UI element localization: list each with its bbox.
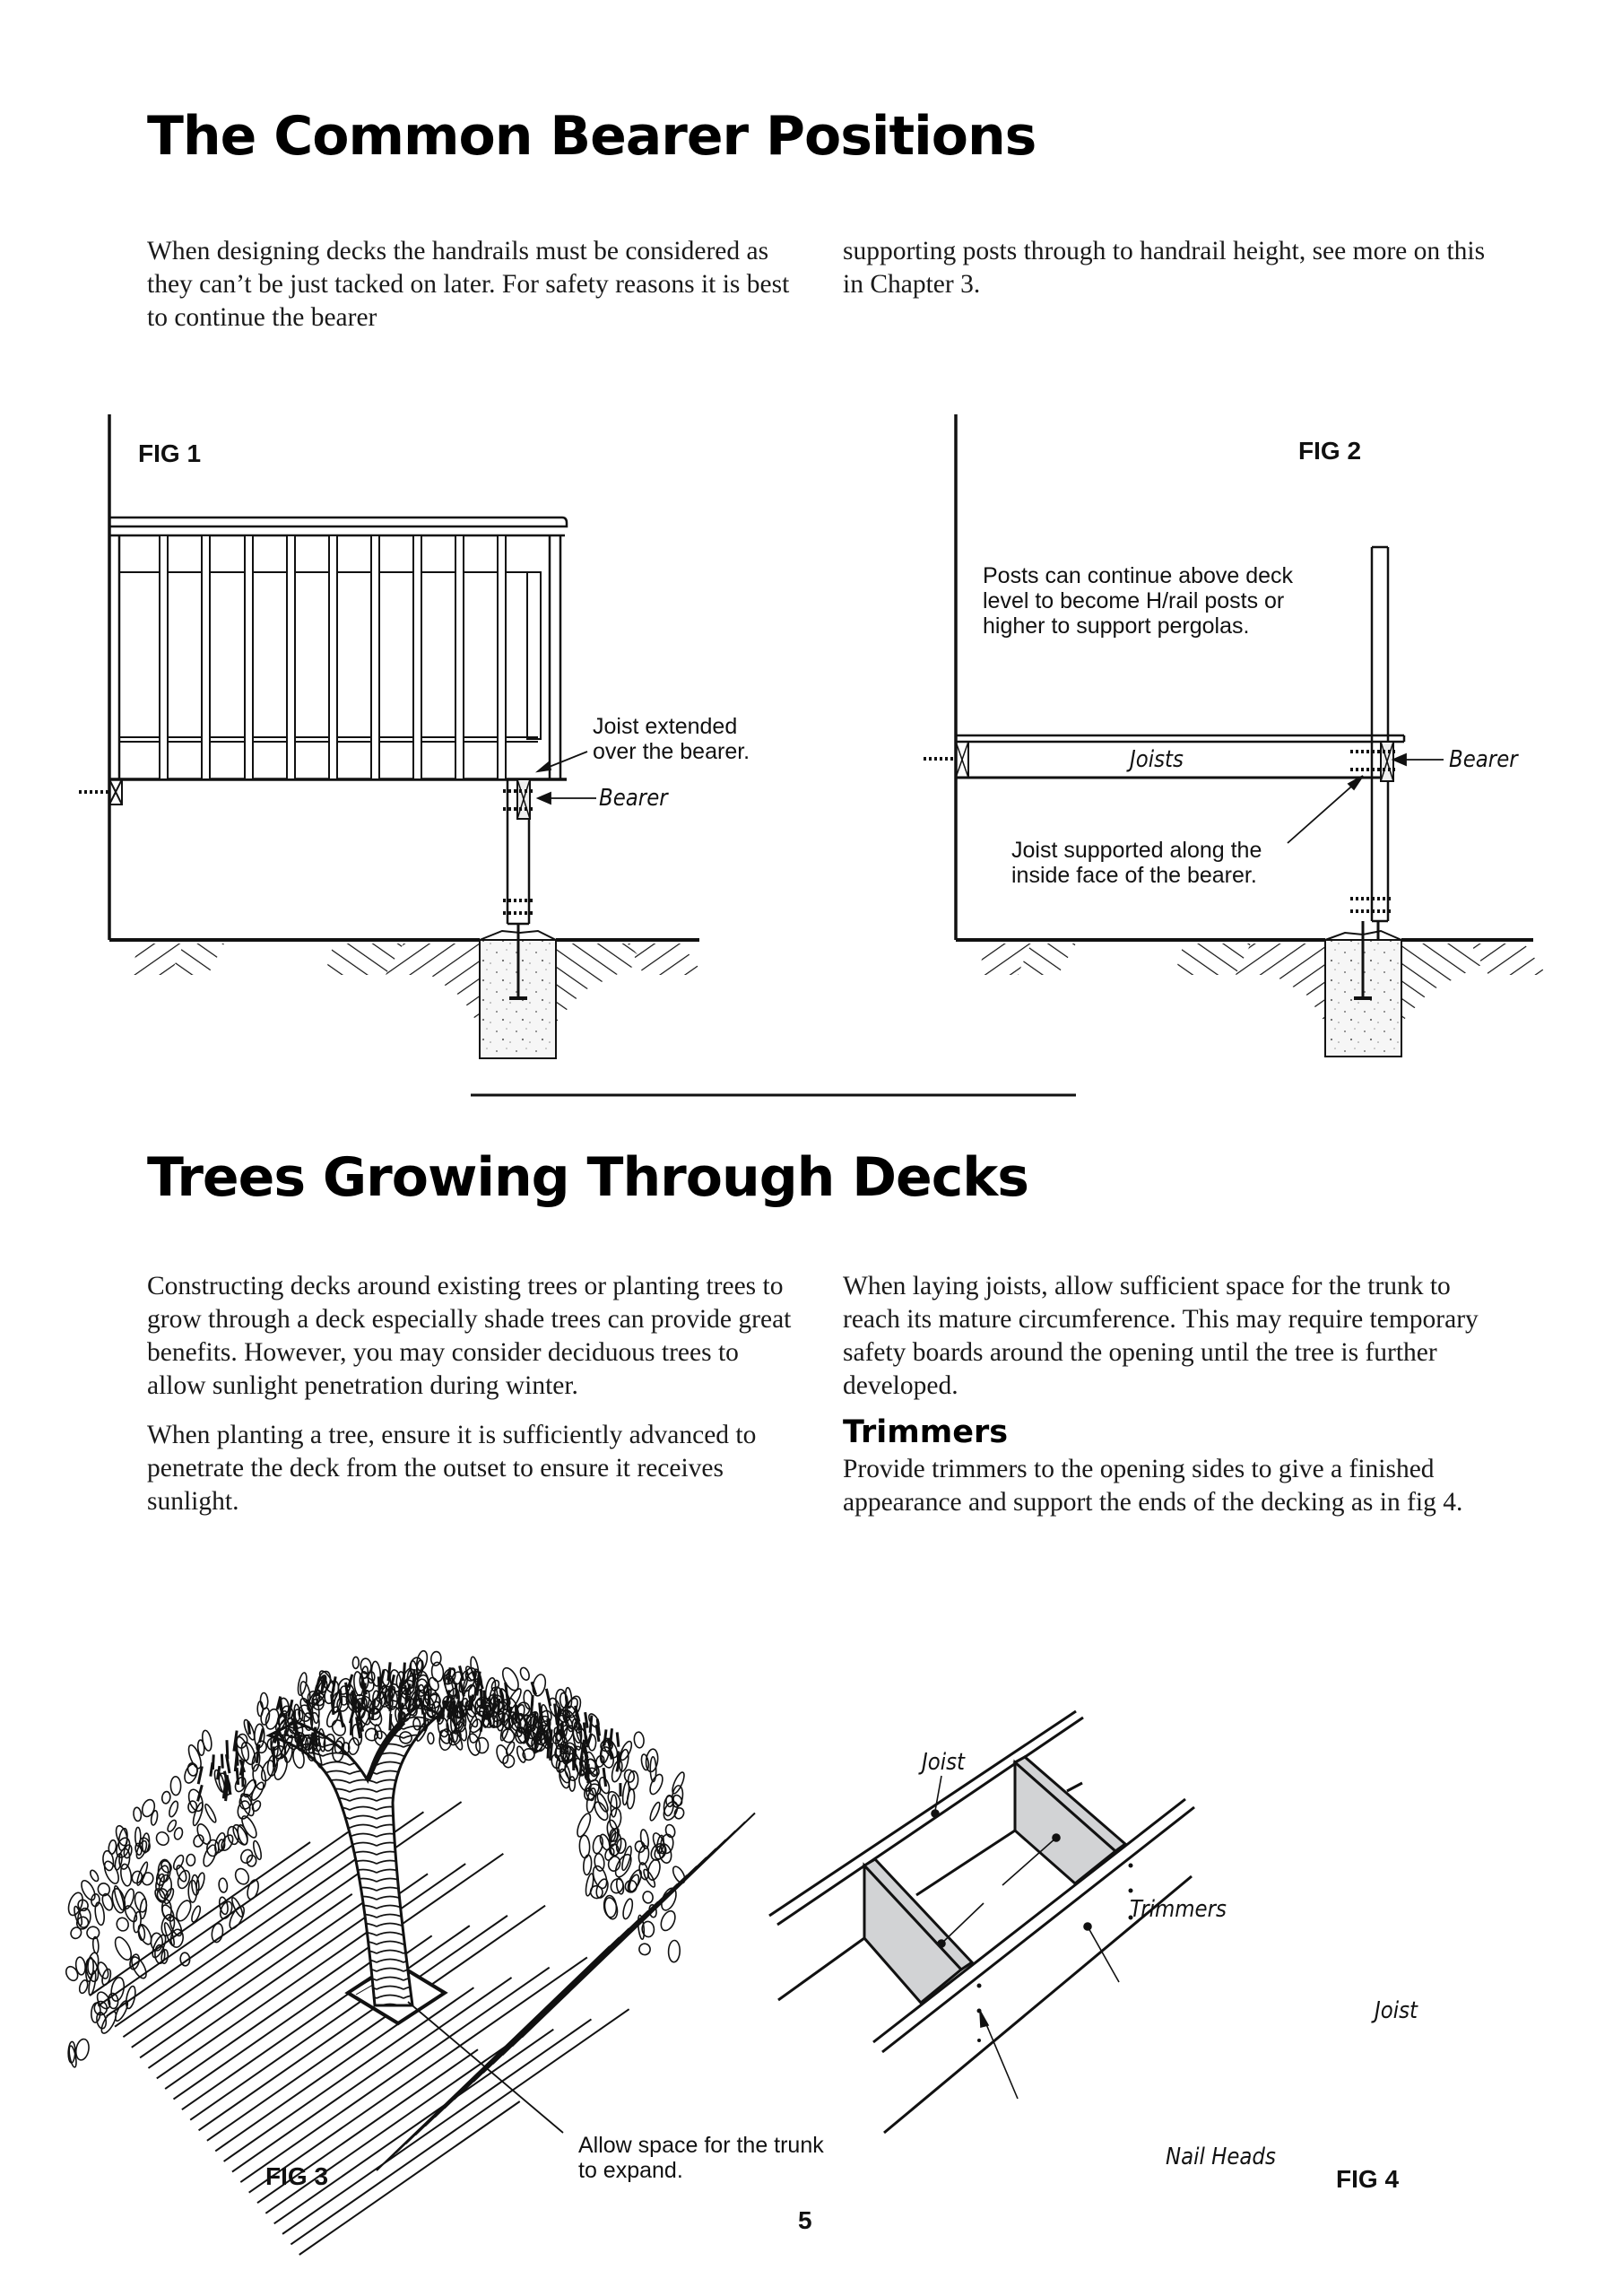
leaf bbox=[519, 1666, 531, 1682]
foliage-stroke bbox=[388, 1662, 390, 1681]
leaf bbox=[233, 1866, 251, 1886]
fig4-trimmer-right bbox=[1015, 1757, 1125, 1883]
leaf bbox=[645, 1748, 659, 1772]
trimmers-column bbox=[843, 1453, 1488, 1519]
fig2-callout-line: higher to support pergolas. bbox=[983, 613, 1250, 639]
foliage-stroke bbox=[586, 1761, 588, 1779]
baluster bbox=[160, 535, 168, 779]
trimmers-paragraph: Provide trimmers to the opening sides to give a finished appearance and support the ends of the decking as in fig 4. bbox=[843, 1455, 1463, 1517]
foliage-stroke bbox=[259, 1728, 263, 1742]
fig2-joists-label: Joists bbox=[1130, 746, 1184, 773]
foliage-stroke bbox=[399, 1695, 401, 1708]
fig1-callout-line: over the bearer. bbox=[593, 739, 750, 764]
baluster bbox=[329, 535, 337, 779]
trees-paragraph-3: When laying joists, allow sufficient space for the trunk to reach its mature circumference. This may require temporary safety boards around the opening until the tree is further developed. bbox=[843, 1272, 1479, 1400]
leaf bbox=[646, 1858, 662, 1881]
deck-board-line bbox=[299, 2101, 520, 2255]
leaf bbox=[607, 1856, 621, 1873]
fig1-label: FIG 1 bbox=[138, 439, 202, 467]
fig1-callout-joist bbox=[593, 714, 750, 764]
leaf bbox=[101, 1859, 121, 1885]
foliage-stroke bbox=[562, 1722, 563, 1738]
leaf bbox=[161, 1791, 171, 1805]
fig2-callout-line: inside face of the bearer. bbox=[1011, 863, 1257, 888]
leaf bbox=[79, 1878, 98, 1901]
leaf bbox=[260, 1692, 268, 1709]
foliage-stroke bbox=[389, 1691, 390, 1711]
fig1-callout-line: Joist extended bbox=[593, 714, 738, 739]
fig4-trimmers-label: Trimmers bbox=[1130, 1896, 1227, 1923]
trees-paragraph-1: Constructing decks around existing trees or planting trees to grow through a deck especially shade trees can provide great benefits. However, you may consider deciduous trees to allow sunlight penetration during winter. bbox=[147, 1272, 792, 1400]
leaf bbox=[628, 1874, 641, 1892]
leaf bbox=[247, 1855, 256, 1866]
foliage-stroke bbox=[248, 1721, 250, 1734]
baluster bbox=[245, 535, 253, 779]
fig4-nail-heads-label: Nail Heads bbox=[1166, 2144, 1276, 2170]
fig2-callout-line: Posts can continue above deck bbox=[983, 563, 1294, 588]
leaf bbox=[74, 2038, 91, 2061]
foliage-stroke bbox=[281, 1700, 282, 1718]
leaf bbox=[140, 1798, 156, 1818]
leaf bbox=[594, 1853, 605, 1872]
foliage-stroke bbox=[237, 1768, 238, 1785]
fig4-drawing bbox=[762, 1686, 1596, 2206]
leaf bbox=[233, 1776, 247, 1793]
foliage-stroke bbox=[242, 1771, 243, 1787]
fig3-callout-line: Allow space for the trunk bbox=[578, 2133, 824, 2158]
leaf bbox=[352, 1657, 359, 1668]
leaf bbox=[427, 1733, 434, 1744]
fig2-post bbox=[1350, 547, 1395, 998]
deck-board-line bbox=[165, 1854, 503, 2089]
leaf bbox=[182, 1762, 199, 1785]
trees-paragraph-2: When planting a tree, ensure it is sufficiently advanced to penetrate the deck from the outset to ensure it receives sunlight. bbox=[147, 1421, 757, 1516]
fig3-deck-boards bbox=[90, 1802, 755, 2255]
leaf bbox=[64, 1965, 80, 1983]
leaf bbox=[89, 1869, 100, 1883]
trees-column-2 bbox=[843, 1270, 1488, 1403]
fig1-bearer-label: Bearer bbox=[599, 785, 668, 812]
foliage-stroke bbox=[484, 1691, 486, 1711]
fig2-callout-line: Joist supported along the bbox=[1011, 838, 1262, 863]
leaf bbox=[186, 1854, 195, 1866]
leaf bbox=[190, 1905, 202, 1923]
leaf bbox=[673, 1807, 685, 1821]
leaf bbox=[100, 1968, 112, 1986]
fig2-ground bbox=[956, 921, 1547, 1057]
leaf bbox=[204, 1803, 218, 1823]
leaf bbox=[69, 1926, 83, 1940]
leaf bbox=[220, 1833, 236, 1852]
fig1-callout-leaders bbox=[538, 752, 596, 804]
fig4-joist-right-label: Joist bbox=[1375, 1997, 1418, 2024]
foliage-stroke bbox=[460, 1665, 464, 1681]
leaf bbox=[122, 1888, 136, 1910]
page-number: 5 bbox=[798, 2206, 812, 2234]
foliage-stroke bbox=[551, 1743, 552, 1761]
leaf bbox=[638, 1942, 653, 1957]
section-title-trees: Trees Growing Through Decks bbox=[147, 1146, 1028, 1209]
foliage-stroke bbox=[540, 1703, 542, 1722]
foliage-stroke bbox=[322, 1677, 324, 1693]
foliage-stroke bbox=[455, 1683, 457, 1699]
foliage-stroke bbox=[481, 1715, 483, 1732]
foliage-stroke bbox=[221, 1754, 222, 1769]
leaf bbox=[151, 1810, 159, 1825]
leaf bbox=[112, 1935, 134, 1962]
leaf bbox=[585, 1873, 594, 1896]
fig3-label: FIG 3 bbox=[265, 2162, 329, 2190]
leaf bbox=[139, 1899, 147, 1919]
foliage-stroke bbox=[494, 1693, 495, 1709]
foliage-stroke bbox=[603, 1768, 606, 1787]
leaf bbox=[621, 1898, 634, 1919]
leaf bbox=[255, 1724, 265, 1747]
foliage-stroke bbox=[590, 1716, 592, 1733]
deck-board-line bbox=[274, 2030, 554, 2224]
leaf bbox=[640, 1753, 649, 1770]
foliage-stroke bbox=[352, 1691, 353, 1709]
foliage-stroke bbox=[429, 1689, 430, 1704]
leaf bbox=[117, 1828, 129, 1851]
leaf bbox=[119, 1864, 133, 1887]
fig3-callout-line: to expand. bbox=[578, 2158, 683, 2183]
fig1-drawing bbox=[0, 0, 1622, 1112]
foliage-stroke bbox=[415, 1690, 416, 1708]
foliage-stroke bbox=[355, 1698, 356, 1710]
baluster bbox=[455, 535, 464, 779]
fig4-trimmer-left bbox=[864, 1859, 972, 2003]
section-title-bearer-positions: The Common Bearer Positions bbox=[147, 105, 1037, 168]
foliage-stroke bbox=[546, 1689, 550, 1706]
leaf bbox=[125, 1986, 137, 2010]
fig1-ground bbox=[109, 924, 704, 1058]
foliage-stroke bbox=[555, 1704, 558, 1725]
leaf bbox=[627, 1789, 636, 1809]
foliage-stroke bbox=[237, 1744, 239, 1765]
fig2-callout-leaders bbox=[1288, 754, 1444, 843]
leaf bbox=[218, 1878, 228, 1893]
fig2-callout-support bbox=[1011, 838, 1262, 888]
foliage-stroke bbox=[448, 1667, 450, 1683]
leaf bbox=[297, 1672, 308, 1696]
foliage-stroke bbox=[460, 1682, 464, 1697]
fig3-callout-leader bbox=[408, 2002, 563, 2133]
intro-paragraph-2: supporting posts through to handrail height, see more on this in Chapter 3. bbox=[843, 237, 1486, 299]
leaf bbox=[575, 1812, 593, 1838]
leaf bbox=[251, 1763, 267, 1790]
foliage-stroke bbox=[454, 1701, 455, 1716]
foliage-stroke bbox=[226, 1754, 230, 1773]
baluster bbox=[371, 535, 379, 779]
foliage-stroke bbox=[403, 1663, 405, 1684]
baluster bbox=[413, 535, 421, 779]
leaf bbox=[671, 1865, 687, 1884]
foliage-stroke bbox=[413, 1669, 414, 1686]
foliage-stroke bbox=[449, 1702, 451, 1719]
foliage-stroke bbox=[461, 1701, 462, 1718]
foliage-stroke bbox=[439, 1708, 443, 1722]
foliage-stroke bbox=[476, 1672, 480, 1692]
deck-board-line bbox=[190, 1926, 470, 2120]
leaf bbox=[173, 1827, 184, 1840]
fig2-bearer-label: Bearer bbox=[1449, 746, 1518, 773]
deck-board-line bbox=[199, 1916, 507, 2130]
leaf bbox=[239, 1814, 259, 1840]
leaf bbox=[658, 1909, 678, 1933]
leaf bbox=[116, 1917, 130, 1932]
leaf bbox=[195, 1822, 213, 1846]
deck-board-line bbox=[157, 1864, 465, 2078]
leaf bbox=[227, 1904, 247, 1930]
fig4-nail-heads bbox=[977, 1864, 1133, 2043]
fig1-left-bearer bbox=[79, 779, 122, 804]
fig2-callout-posts bbox=[983, 563, 1293, 639]
baluster bbox=[202, 535, 210, 779]
leaf bbox=[154, 1830, 171, 1847]
fig2-label: FIG 2 bbox=[1298, 437, 1362, 465]
leaf bbox=[505, 1741, 516, 1756]
deck-board-line bbox=[291, 2009, 629, 2244]
leaf bbox=[670, 1770, 686, 1795]
intro-paragraph-1: When designing decks the handrails must be considered as they can’t be just tacked on later. For safety reasons it is best to continue the bearer bbox=[147, 237, 790, 332]
leaf bbox=[516, 1745, 527, 1763]
fig2-callout-line: level to become H/rail posts or bbox=[983, 588, 1285, 613]
leaf bbox=[668, 1940, 680, 1962]
foliage-stroke bbox=[548, 1737, 549, 1759]
leaf bbox=[642, 1891, 654, 1903]
foliage-stroke bbox=[617, 1732, 619, 1746]
leaf bbox=[168, 1800, 179, 1818]
leaf bbox=[133, 1807, 142, 1822]
leaf bbox=[201, 1730, 213, 1752]
deck-board-line bbox=[224, 1987, 474, 2161]
foliage-stroke bbox=[531, 1695, 533, 1716]
foliage-stroke bbox=[390, 1714, 391, 1730]
leaf bbox=[192, 1833, 205, 1848]
leaf bbox=[66, 1891, 86, 1917]
leaf bbox=[252, 1840, 263, 1860]
foliage-stroke bbox=[500, 1689, 504, 1710]
leaf bbox=[95, 1990, 113, 2011]
fig4-label: FIG 4 bbox=[1336, 2165, 1400, 2193]
leaf bbox=[648, 1801, 662, 1822]
baluster bbox=[498, 535, 506, 779]
baluster bbox=[287, 535, 295, 779]
foliage-stroke bbox=[424, 1712, 425, 1731]
leaf bbox=[92, 1936, 99, 1953]
deck-board-line bbox=[282, 2019, 591, 2233]
trees-column-1 bbox=[147, 1270, 793, 1518]
leaf bbox=[78, 1979, 89, 1995]
leaf bbox=[237, 1800, 252, 1820]
leaf bbox=[128, 1953, 141, 1970]
leaf bbox=[634, 1732, 645, 1749]
fig4-joist-top-label: Joist bbox=[922, 1749, 966, 1776]
trimmers-subheading: Trimmers bbox=[843, 1414, 1009, 1450]
deck-board-line bbox=[174, 1946, 395, 2100]
foliage-stroke bbox=[604, 1729, 606, 1745]
leaf bbox=[170, 1777, 181, 1796]
foliage-stroke bbox=[332, 1676, 335, 1696]
